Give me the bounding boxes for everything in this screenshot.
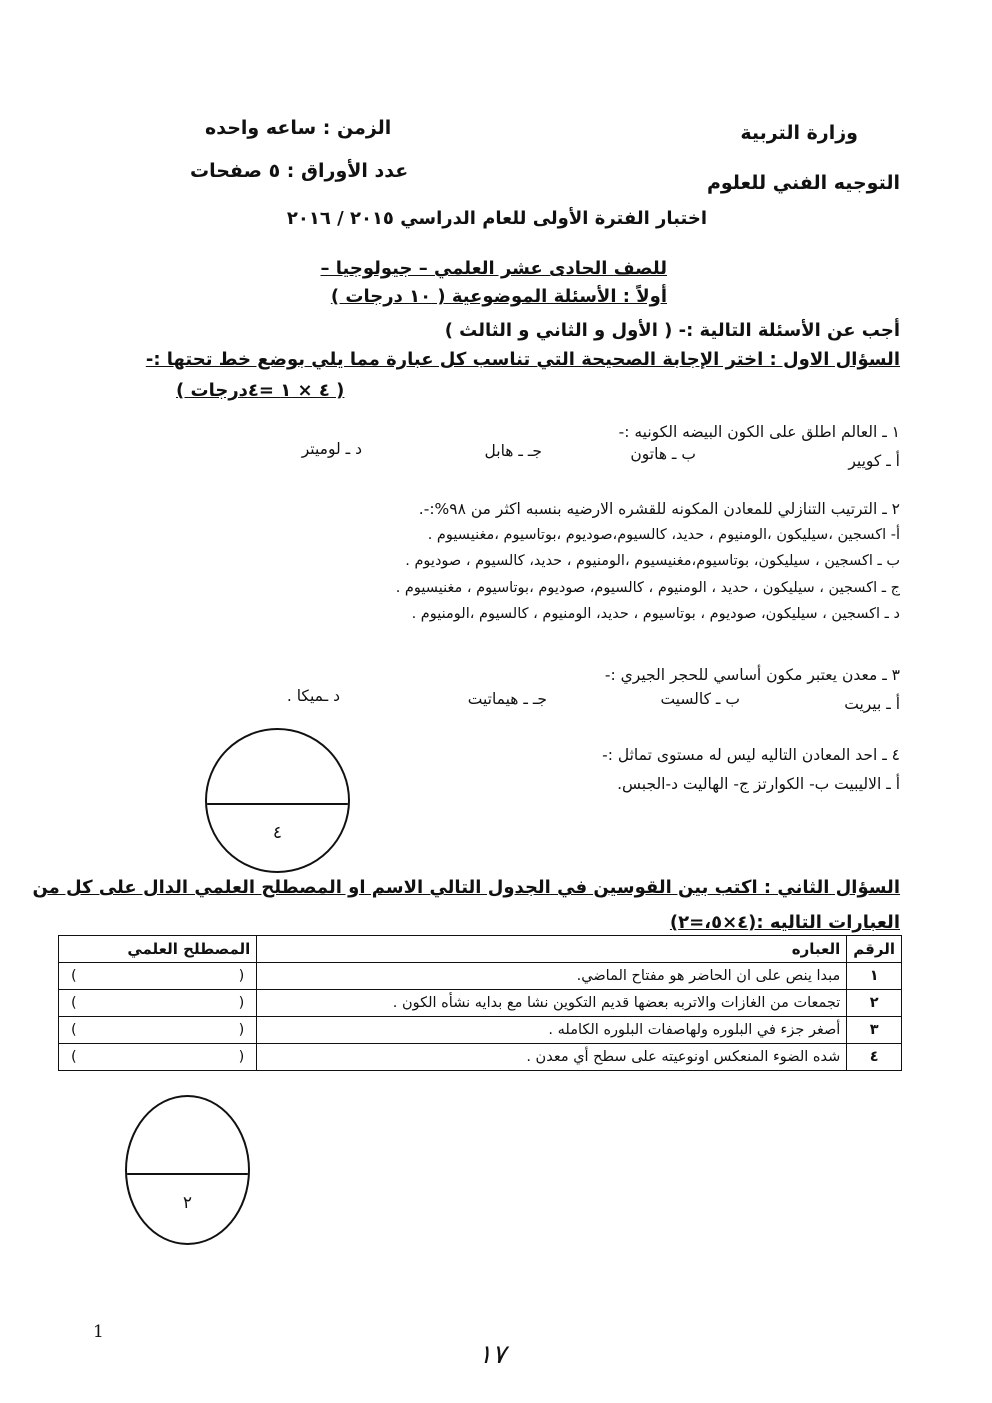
open-paren: ( [71, 1022, 77, 1038]
row-statement: تجمعات من الغازات والاتربه بعضها قديم التكوين نشا مع بدايه نشأه الكون . [257, 990, 847, 1017]
row-statement: أصغر جزء في البلوره ولهاصفات البلوره الكامله . [257, 1017, 847, 1044]
term-answer-slot[interactable] [59, 1017, 257, 1044]
term-answer-slot[interactable] [59, 1044, 257, 1071]
q1-item2-option-c[interactable]: ج ـ اكسجين ، سيليكون ، حديد ، الومنيوم ، كالسيوم، صوديوم ،بوتاسيوم ، مغنيسيوم . [395, 580, 900, 596]
open-paren: ( [71, 995, 77, 1011]
question1-score-circle [205, 728, 350, 873]
score-divider [127, 1173, 248, 1175]
score-divider [207, 803, 348, 805]
page-number: 1 [93, 1322, 104, 1342]
question2-score-circle [125, 1095, 250, 1245]
exam-duration: الزمن : ساعه واحده [205, 117, 392, 139]
row-number: ٢ [847, 990, 902, 1017]
exam-title: اختبار الفترة الأولى للعام الدراسي ٢٠١٥ / ٢٠١٦ [286, 208, 707, 229]
section-title: أولاً : الأسئلة الموضوعية ( ١٠ درجات ) [330, 286, 667, 307]
instructions: أجب عن الأسئلة التالية :- ( الأول و الثاني و الثالث ) [444, 320, 900, 341]
terms-table [58, 935, 902, 1071]
header-statement: العباره [257, 936, 847, 963]
table-row [59, 1017, 902, 1044]
question1-marks: ( ٤ × ١ =٤درجات ) [176, 380, 345, 401]
close-paren: ) [238, 968, 245, 984]
grade-subject: للصف الحادى عشر العلمي – جيولوجيا – [320, 258, 667, 279]
header-term: المصطلح العلمي [59, 936, 257, 963]
close-paren: ) [238, 1022, 245, 1038]
department-name: التوجيه الفني للعلوم [706, 172, 900, 194]
q1-item2-option-b[interactable]: ب ـ اكسجين ، سيليكون، بوتاسيوم،مغنيسيوم ،الومنيوم ، حديد، كالسيوم ، صوديوم . [405, 553, 900, 569]
term-answer-slot[interactable] [59, 963, 257, 990]
ministry-name: وزارة التربية [740, 122, 858, 144]
question2-score-value: ٢ [182, 1193, 193, 1214]
terms-table-header [59, 936, 902, 963]
term-answer-slot[interactable] [59, 990, 257, 1017]
q1-item3-option-c[interactable]: جـ ـ هيماتيت [467, 690, 547, 708]
open-paren: ( [71, 1049, 77, 1065]
q1-item2-option-d[interactable]: د ـ اكسجين ، سيليكون، صوديوم ، بوتاسيوم ، حديد، الومنيوم ، كالسيوم ،الومنيوم . [411, 606, 900, 622]
q1-item3-option-a[interactable]: أ ـ بيريت [844, 695, 900, 713]
q1-item1-option-d[interactable]: د ـ لوميتر [301, 440, 362, 458]
row-number: ١ [847, 963, 902, 990]
row-statement: مبدا ينص على ان الحاضر هو مفتاح الماضي. [257, 963, 847, 990]
q1-item2-option-a[interactable]: أ- اكسجين ،سيليكون ،الومنيوم ، حديد، كالسيوم،صوديوم ،بوتاسيوم ،مغنيسيوم . [427, 527, 900, 543]
table-row [59, 1044, 902, 1071]
row-number: ٤ [847, 1044, 902, 1071]
question1-score-value: ٤ [272, 823, 283, 844]
table-row [59, 963, 902, 990]
q1-item3-option-b[interactable]: ب ـ كالسيت [660, 690, 740, 708]
question2-marks: العبارات التاليه :(٤×٥،=٢) [669, 912, 900, 933]
open-paren: ( [71, 968, 77, 984]
question2-heading: السؤال الثاني : اكتب بين القوسين في الجدول التالي الاسم او المصطلح العلمي الدال على كل من [32, 877, 900, 898]
q1-item1-option-c[interactable]: جـ ـ هابل [484, 442, 542, 460]
q1-item1-option-a[interactable]: أ ـ كويير [848, 452, 900, 470]
row-number: ٣ [847, 1017, 902, 1044]
q1-item3-option-d[interactable]: د ـميكا . [286, 687, 340, 705]
page-count: عدد الأوراق : ٥ صفحات [190, 160, 409, 182]
q1-item4-options[interactable]: أ ـ الاليبيت ب- الكوارتز ج- الهاليت د-الجبس. [617, 775, 900, 793]
q1-item4-stem: ٤ ـ احد المعادن التاليه ليس له مستوى تماثل :- [602, 746, 900, 764]
q1-item2-stem: ٢ ـ الترتيب التنازلي للمعادن المكونه للقشره الارضيه بنسبه اكثر من ٩٨%:-. [418, 500, 900, 518]
header-number: الرقم [847, 936, 902, 963]
close-paren: ) [238, 995, 245, 1011]
q1-item3-stem: ٣ ـ معدن يعتبر مكون أساسي للحجر الجيري :- [604, 666, 900, 684]
row-statement: شده الضوء المنعكس اونوعيته على سطح أي معدن . [257, 1044, 847, 1071]
handwritten-page-mark: ١٧ [478, 1340, 506, 1370]
close-paren: ) [238, 1049, 245, 1065]
q1-item1-stem: ١ ـ العالم اطلق على الكون البيضه الكونيه :- [618, 423, 900, 441]
question1-heading: السؤال الاول : اختر الإجابة الصحيحة التي تناسب كل عبارة مما يلي بوضع خط تحتها :- [145, 349, 900, 370]
q1-item1-option-b[interactable]: ب ـ هاتون [630, 445, 696, 463]
table-row [59, 990, 902, 1017]
